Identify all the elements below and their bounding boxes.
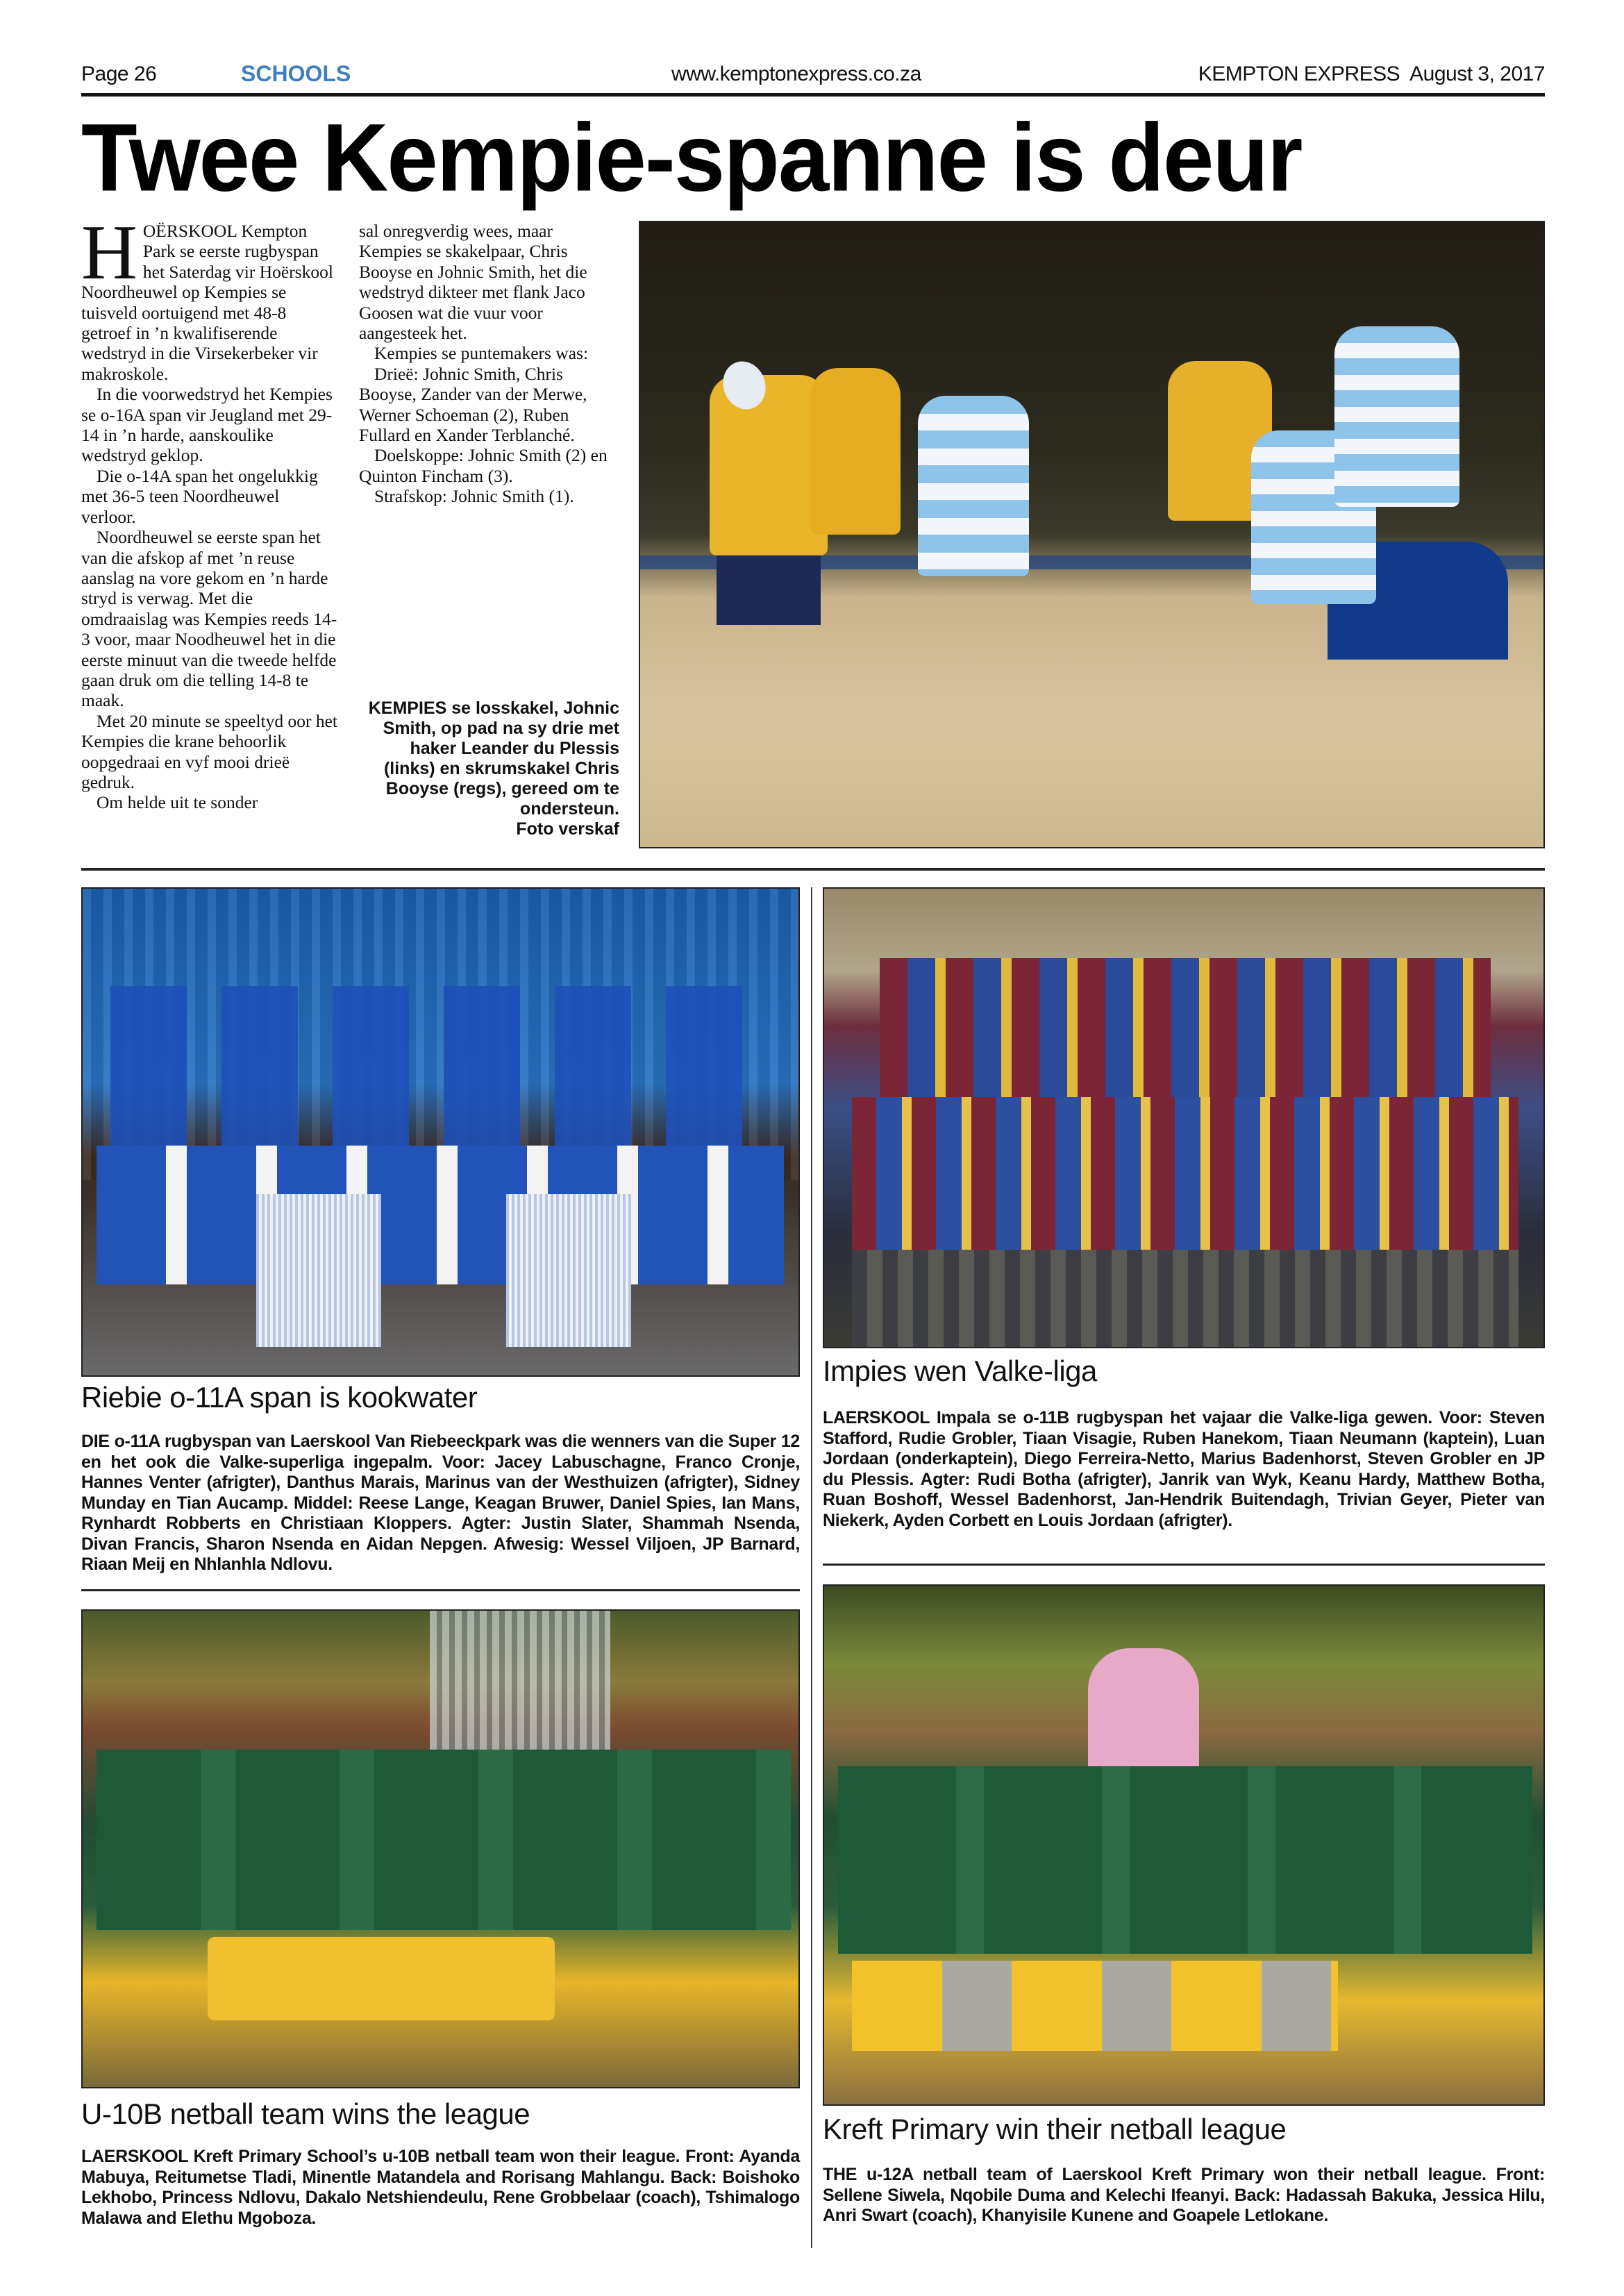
drop-cap: H xyxy=(81,210,137,296)
coach-1-shirt xyxy=(256,1194,381,1347)
masthead-rule xyxy=(81,93,1545,97)
player-hooped-1 xyxy=(918,396,1029,576)
column-divider xyxy=(811,887,812,2248)
middle-row-jerseys xyxy=(97,1146,784,1284)
lead-col2-paragraph-2: Kempies se puntemakers was: xyxy=(374,343,589,364)
publication-dateline xyxy=(1198,62,1545,86)
lead-headline: Twee Kempie-spanne is deur xyxy=(81,103,1302,211)
legs-graphic xyxy=(852,1250,1518,1347)
story-headline-riebie: Riebie o-11A span is kookwater xyxy=(81,1381,478,1414)
website-url[interactable]: www.kemptonexpress.co.za xyxy=(671,62,921,85)
publication-name: KEMPTON EXPRESS xyxy=(1198,62,1400,85)
left-story-rule xyxy=(81,1589,800,1591)
coach-2-shirt xyxy=(506,1194,631,1347)
lead-paragraph-3: Die o-14A span het ongelukkig met 36-5 teen Noordheuwel verloor. xyxy=(81,465,318,527)
story-body-impies: LAERSKOOL Impala se o-11B rugbyspan het vajaar die Valke-liga gewen. Voor: Steven Stafford, Rudie Grobler, Tiaan Visagie, Ruben Hanekom, Tiaan Neumann (kaptein), Luan Jordaan (onderkaptein), Diego Ferreira-Netto, Marius Badenhorst, Steven Grobler en JP du Plessis. Agter: Rudi Botha (afrigter), Janrik van Wyk, Keanu Hardy, Matthew Botha, Ruan Boshoff, Wessel Badenhorst, Jan-Hendrik Buitendagh, Trivian Geyer, Pieter van Niekerk, Ayden Corbett en Louis Jordaan (afrigter). xyxy=(823,1408,1545,1530)
lead-rugby-photo xyxy=(639,221,1545,848)
player-hooped-3 xyxy=(1334,326,1459,507)
back-row-blazers xyxy=(880,958,1491,1097)
lead-paragraph-4: Noordheuwel se eerste span het van die afskop af met ’n reuse aanslag na vore gekom en ’n harde stryd is verwag. Met die omdraaislag was Kempies reeds 14-3 voor, maar Noodheuwel het in die eerste minuut van die tweede helfde gaan druk om die telling 14-8 te maak. xyxy=(81,527,337,711)
lead-col2-paragraph-5: Strafskop: Johnic Smith (1). xyxy=(374,486,574,507)
story-body-u12a: THE u-12A netball team of Laerskool Kreft Primary won their netball league. Front: Sellene Siwela, Nqobile Duma and Kelechi Ifeanyi. Back: Hadassah Bakuka, Jessica Hilu, Anri Swart (coach), Khanyisile Kunene and Goapele Letlokane. xyxy=(823,2165,1545,2225)
window-graphic xyxy=(430,1611,610,1763)
story-headline-impies: Impies wen Valke-liga xyxy=(823,1355,1097,1387)
impies-team-photo xyxy=(823,887,1545,1348)
publication-date: August 3, 2017 xyxy=(1409,62,1545,85)
lead-col2-paragraph-4: Doelskoppe: Johnic Smith (2) en Quinton Fincham (3). xyxy=(359,445,608,486)
green-uniforms xyxy=(838,1766,1532,1954)
right-story-rule xyxy=(823,1564,1545,1566)
skirts-trousers xyxy=(852,1961,1338,2051)
player-shorts-1 xyxy=(717,555,821,625)
lead-photo-caption xyxy=(359,698,619,839)
lead-story-column-1 xyxy=(81,210,338,813)
lead-photo-credit: Foto verskaf xyxy=(516,819,619,839)
yellow-skirts xyxy=(208,1937,555,2020)
section-label: SCHOOLS xyxy=(241,61,351,86)
lead-col2-paragraph-3: Drieë: Johnic Smith, Chris Booyse, Zander van der Merwe, Werner Schoeman (2), Ruben Fullard en Xander Terblanché. xyxy=(359,363,587,446)
lead-paragraph-6: Om helde uit te sonder xyxy=(97,792,258,813)
riebie-team-photo xyxy=(81,887,800,1377)
lead-photo-caption-text: KEMPIES se losskakel, Johnic Smith, op pad na sy drie met haker Leander du Plessis (links) en skrumskakel Chris Booyse (regs), gereed om te ondersteun. xyxy=(368,698,619,819)
u12a-netball-photo xyxy=(823,1584,1545,2106)
green-jerseys xyxy=(97,1750,791,1930)
story-headline-u10b: U-10B netball team wins the league xyxy=(81,2097,530,2130)
lead-paragraph-1: HOËRSKOOL Kempton Park se eerste rugbyspan het Saterdag vir Hoërskool Noordheuwel op Kempies se tuisveld oortuigend met 48-8 getroef in ’n kwalifiserende wedstryd in die Virsekerbeker vir makroskole. xyxy=(81,210,333,384)
lead-col2-paragraph-1: sal onregverdig wees, maar Kempies se skakelpaar, Chris Booyse en Johnic Smith, het die wedstryd dikteer met flank Jaco Goosen wat die vuur voor aangesteek het. xyxy=(359,221,587,344)
player-yellow-2 xyxy=(810,368,901,535)
story-body-riebie: DIE o-11A rugbyspan van Laerskool Van Riebeeckpark was die wenners van die Super 12 en het ook die Valke-superliga ingepalm. Voor: Jacey Labuschagne, Franco Cronje, Hannes Venter (afrigter), Danthus Marais, Marinus van der Westhuizen (afrigter), Sidney Munday en Tian Aucamp. Middel: Reese Lange, Keagan Bruwer, Daniel Spies, Ian Mans, Rynhardt Robberts en Christiaan Kloppers. Agter: Justin Slater, Shammah Nsenda, Divan Francis, Sharon Nsenda en Aidan Nepgen. Afwesig: Wessel Viljoen, JP Barnard, Riaan Meij en Nhlanhla Ndlovu. xyxy=(81,1432,800,1574)
page-number: Page 26 xyxy=(81,62,157,85)
story-headline-u12a: Kreft Primary win their netball league xyxy=(823,2113,1287,2145)
lead-story-column-2 xyxy=(359,221,619,507)
back-row-jerseys xyxy=(110,986,770,1166)
lead-paragraph-5: Met 20 minute se speeltyd oor het Kempies die krane behoorlik oopgedraai en vyf mooi drieë gedruk. xyxy=(81,710,338,792)
u10b-netball-photo xyxy=(81,1609,800,2088)
lead-paragraph-2: In die voorwedstryd het Kempies se o-16A span vir Jeugland met 29-14 in ’n harde, aanskoulike wedstryd geklop. xyxy=(81,384,333,466)
story-body-u10b: LAERSKOOL Kreft Primary School’s u-10B netball team won their league. Front: Ayanda Mabuya, Reitumetse Tladi, Minentle Matandela and Rorisang Mahlangu. Back: Boishoko Lekhobo, Princess Ndlovu, Dakalo Netshiendeulu, Rene Grobbelaar (coach), Tshimalogo Malawa and Elethu Mgoboza. xyxy=(81,2147,800,2228)
section-rule xyxy=(81,868,1545,871)
front-row-blazers xyxy=(852,1097,1518,1250)
